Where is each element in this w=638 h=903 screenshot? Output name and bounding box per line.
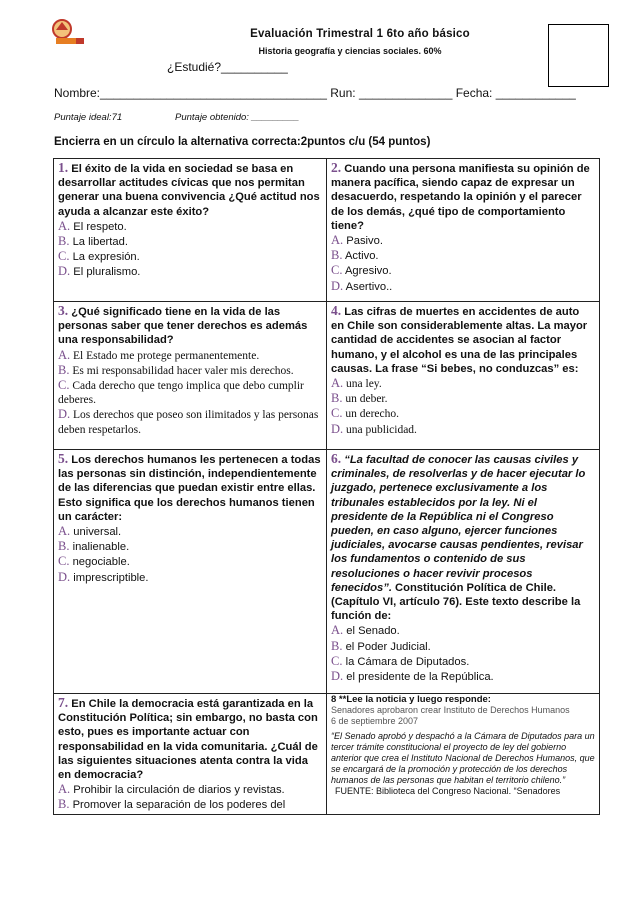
option-b[interactable]: B. el Poder Judicial. (331, 638, 431, 653)
option-c[interactable]: C. Cada derecho que tengo implica que debo cumplir deberes. (58, 378, 304, 407)
option-b[interactable]: B. Es mi responsabilidad hacer valer mis derechos. (58, 362, 294, 377)
question-number: 2. (331, 160, 342, 175)
questions-table (53, 158, 600, 815)
option-a[interactable]: A. Prohibir la circulación de diarios y revistas. (58, 782, 285, 797)
question-number: 3. (58, 303, 69, 318)
question-heading: 8 **Lee la noticia y luego responde: (331, 694, 491, 705)
question-number: 6. (331, 451, 342, 466)
option-c[interactable]: C. La expresión. (58, 249, 140, 264)
question-2 (327, 159, 600, 302)
question-text: El éxito de la vida en sociedad se basa en desarrollar actitudes cívicas que nos permitan generar una buena convivencia ¿Qué actitud nos ayuda a alcanzar este éxito? (58, 163, 320, 218)
option-d[interactable]: D. una publicidad. (331, 421, 417, 436)
instruction: Encierra en un círculo la alternativa correcta:2puntos c/u (54 puntos) (54, 136, 431, 148)
news-date: 6 de septiembre 2007 (331, 716, 419, 726)
option-b[interactable]: B. La libertad. (58, 234, 128, 249)
option-b[interactable]: B. inalienable. (58, 539, 130, 554)
option-a[interactable]: A. el Senado. (331, 623, 400, 638)
option-d[interactable]: D. Asertivo.. (331, 278, 393, 293)
news-source: FUENTE: Biblioteca del Congreso Nacional. “Senadores (335, 786, 561, 796)
obtained-score: Puntaje obtenido: _________ (175, 112, 300, 123)
question-text: Cuando una persona manifiesta su opinión de manera pacífica, siendo capaz de expresar un desacuerdo, respetando la opinión y el parecer de los demás, ¿qué tipo de comportamiento tiene? (331, 163, 590, 232)
question-4 (327, 302, 600, 450)
option-d[interactable]: D. Los derechos que poseo son ilimitados y las personas deben respetarlos. (58, 407, 319, 436)
option-b[interactable]: B. un deber. (331, 391, 388, 406)
ideal-score: Puntaje ideal:71 (54, 112, 123, 123)
question-number: 1. (58, 160, 69, 175)
options (58, 348, 322, 437)
question-text: Constitución Política de Chile. (Capítulo VI, artículo 76). Este texto describe la función de: (331, 581, 581, 623)
option-a[interactable]: A. El Estado me protege permanentemente. (58, 347, 260, 362)
options (58, 219, 322, 280)
question-8 (327, 694, 600, 815)
option-c[interactable]: C. negociable. (58, 554, 130, 569)
question-number: 5. (58, 451, 69, 466)
option-c[interactable]: C. Agresivo. (331, 263, 392, 278)
school-logo (50, 18, 90, 50)
news-title: Senadores aprobaron crear Instituto de Derechos Humanos (331, 705, 570, 715)
option-c[interactable]: C. la Cámara de Diputados. (331, 653, 470, 668)
options (58, 782, 322, 812)
question-5 (54, 450, 327, 694)
option-b[interactable]: B. Activo. (331, 248, 379, 263)
question-3 (54, 302, 327, 450)
option-d[interactable]: D. El pluralismo. (58, 264, 141, 279)
question-1 (54, 159, 327, 302)
question-text: En Chile la democracia está garantizada en la Constitución Política; sin embargo, no basta con esto, pues es importante actuar con responsabilidad en la vida comunitaria. ¿Cuál de las siguientes situaciones atenta contra la vida en democracia? (58, 698, 318, 782)
option-a[interactable]: A. universal. (58, 524, 122, 539)
exam-title: Evaluación Trimestral 1 6to año básico (250, 28, 470, 40)
options (331, 376, 595, 437)
student-info-line: Nombre:__________________________________ Run: ______________ Fecha: ____________ (54, 86, 576, 100)
option-d[interactable]: D. imprescriptible. (58, 569, 149, 584)
option-b[interactable]: B. Promover la separación de los poderes del (58, 797, 286, 812)
question-number: 4. (331, 303, 342, 318)
question-text: Los derechos humanos les pertenecen a todas las personas sin distinción, independientemente de las diferencias que puedan existir entre ellas. Esto significa que los derechos humanos tienen un carácter: (58, 454, 321, 523)
option-a[interactable]: A. una ley. (331, 376, 382, 391)
option-d[interactable]: D. el presidente de la República. (331, 669, 494, 684)
options (331, 623, 595, 684)
question-number: 7. (58, 695, 69, 710)
options (331, 233, 595, 294)
option-a[interactable]: A. Pasivo. (331, 233, 383, 248)
question-6 (327, 450, 600, 694)
news-body: “El Senado aprobó y despachó a la Cámara de Diputados para un tercer trámite constitucional el proyecto de ley del gobierno anterior que crea el Instituto Nacional de Derechos Humanos, que se encargará de la promoción y protección de los derechos humanos de las personas que habitan el territorio chileno.” (331, 731, 595, 785)
studied-field: ¿Estudié?__________ (167, 60, 288, 74)
constitution-quote: “La facultad de conocer las causas civiles y criminales, de resolverlas y de hacer ejecutar lo juzgado, pertenece exclusivamente a los tribunales establecidos por la ley. Ni el presidente de la República ni el Congreso pueden, en caso alguno, ejercer funciones judiciales, avocarse causas pendientes, revisar los fundamentos o contenido de sus resoluciones o hacer revivir procesos fenecidos”. (331, 454, 586, 594)
option-c[interactable]: C. un derecho. (331, 406, 399, 421)
question-7 (54, 694, 327, 815)
exam-subtitle: Historia geografía y ciencias sociales. 60% (258, 46, 442, 56)
photo-box (548, 24, 609, 87)
question-text: ¿Qué significado tiene en la vida de las personas saber que tener derechos es además una responsabilidad? (58, 306, 308, 347)
option-a[interactable]: A. El respeto. (58, 218, 127, 233)
question-text: Las cifras de muertes en accidentes de auto en Chile son considerablemente altas. La mayor cantidad de accidentes se asocian al factor humano, y el alcohol es una de las principales causas. La frase “Si bebes, no conduzcas” es: (331, 306, 588, 375)
options (58, 524, 322, 585)
